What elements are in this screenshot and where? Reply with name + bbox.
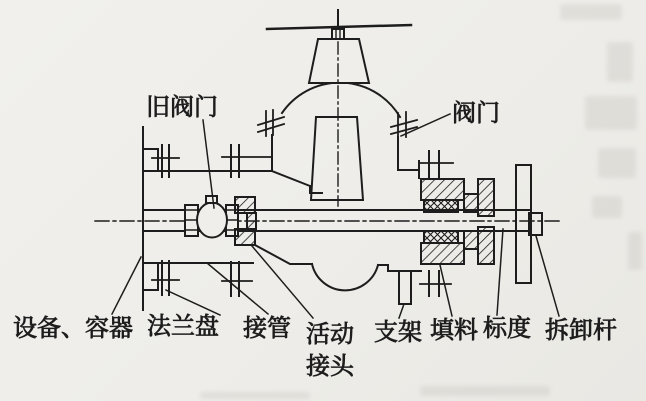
- label-scale: 标度: [483, 313, 531, 342]
- nozzle-flanges-bottom: [143, 261, 253, 296]
- label-flange-plate: 法兰盘: [147, 311, 219, 340]
- leader-support: [399, 304, 404, 318]
- leader-valve: [401, 114, 450, 136]
- handwheel-and-bonnet: [267, 10, 411, 83]
- leader-old-valve: [203, 120, 214, 208]
- swivel-joint-top: [235, 197, 255, 213]
- valve-dome-arc: [282, 83, 400, 117]
- support-leg: [399, 271, 411, 304]
- removal-plate: [516, 165, 542, 283]
- swivel-joint-bottom: [235, 229, 255, 245]
- label-removal-rod: 拆卸杆: [545, 315, 617, 344]
- old-valve-stem-nub: [206, 196, 217, 203]
- label-valve: 阀门: [452, 98, 500, 127]
- old-valve-ball: [197, 203, 227, 238]
- packing-gland: [420, 151, 494, 296]
- leader-packing: [440, 265, 452, 316]
- leader-nozzle-pipe: [207, 263, 268, 314]
- leader-scale: [497, 229, 503, 315]
- label-equipment-vessel: 设备、容器: [13, 313, 133, 342]
- bonnet: [309, 39, 369, 83]
- label-swivel-joint-line1: 活动: [306, 319, 354, 348]
- leader-removal-rod: [536, 236, 559, 316]
- gate-wedge: [311, 117, 363, 200]
- label-swivel-joint: [306, 318, 354, 382]
- label-support: 支架: [374, 317, 422, 346]
- label-packing: 填料: [430, 315, 478, 344]
- label-swivel-joint-line2: 接头: [306, 351, 354, 380]
- stem-nut: [332, 29, 344, 39]
- leader-swivel-joint: [252, 246, 313, 318]
- leader-equipment-vessel: [112, 257, 141, 314]
- label-nozzle-pipe: 接管: [243, 313, 291, 342]
- valve-bowl-arc: [312, 264, 378, 290]
- swivel-joint-web: [247, 213, 256, 230]
- label-old-valve: 旧阀门: [146, 92, 218, 121]
